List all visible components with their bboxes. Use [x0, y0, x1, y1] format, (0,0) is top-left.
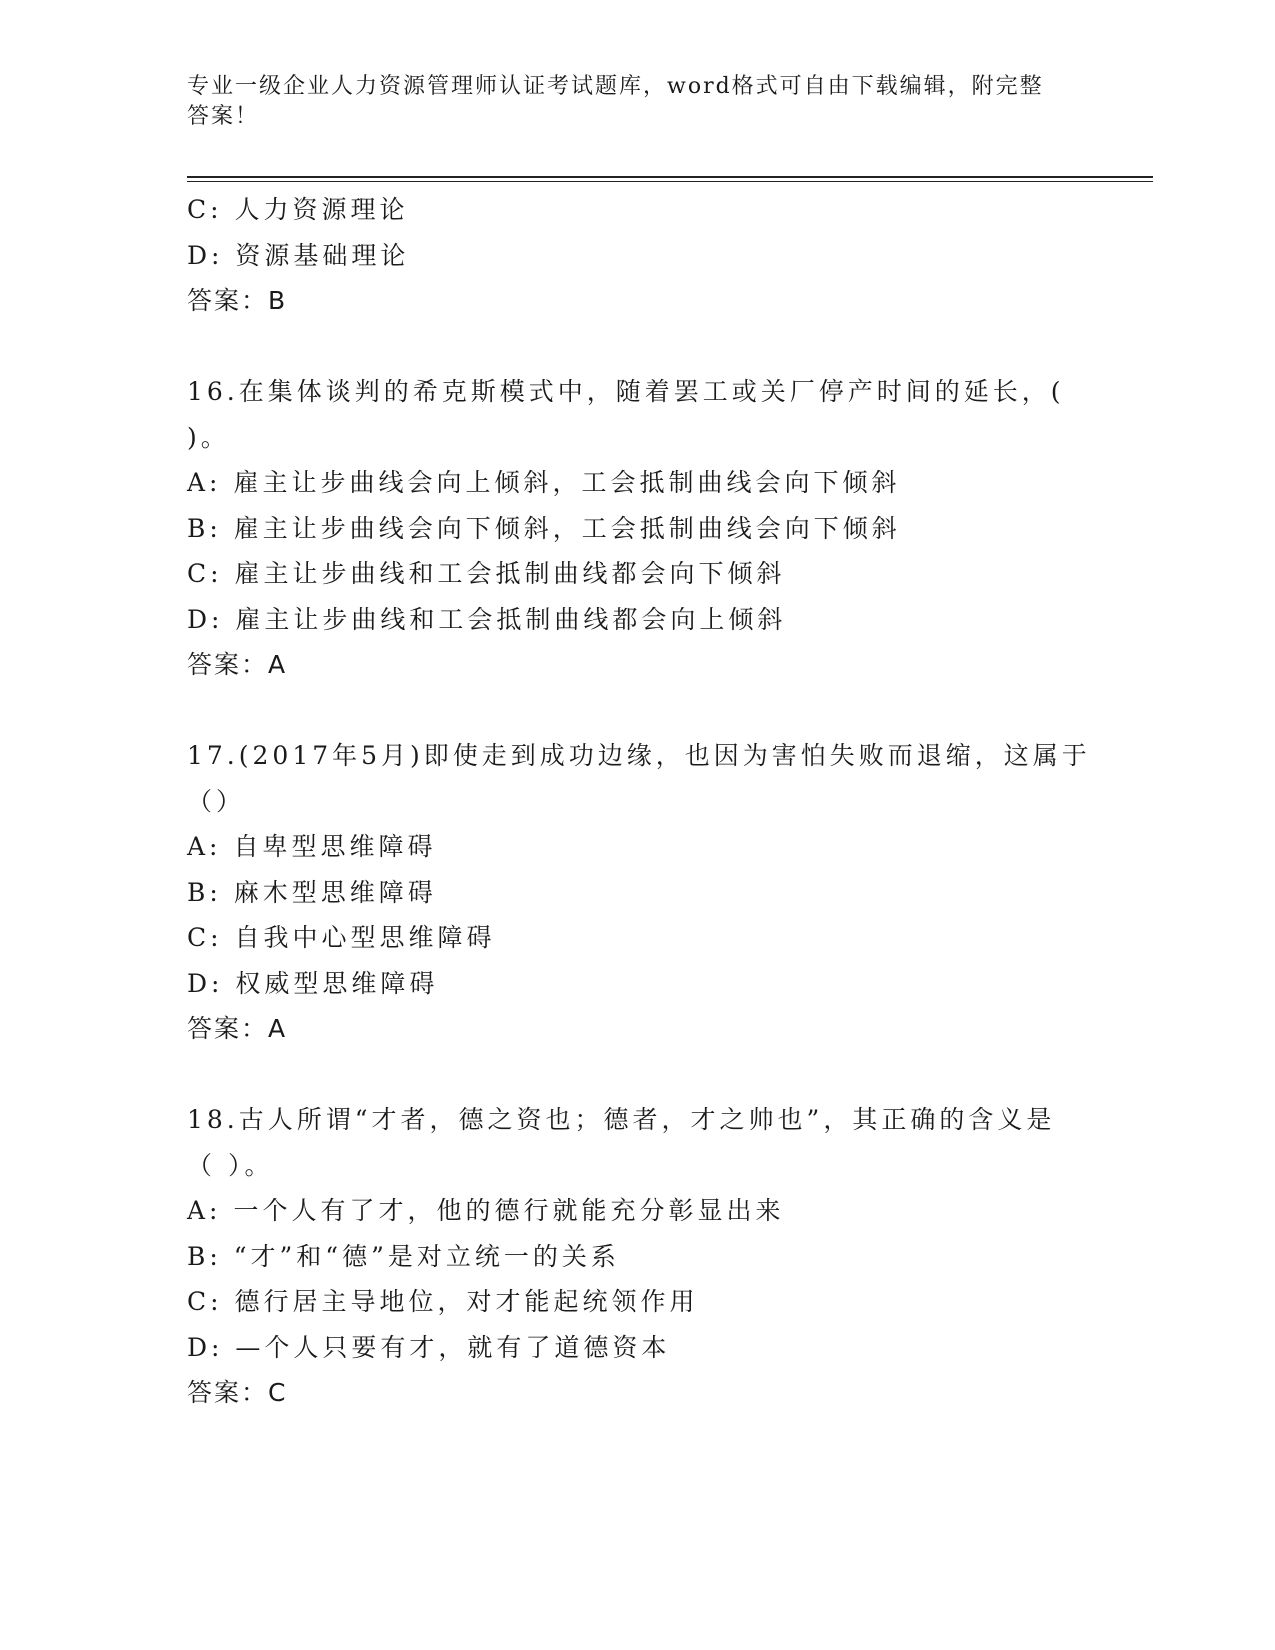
header-rule-thin — [187, 181, 1153, 182]
question-stem-continued: （） — [187, 786, 246, 816]
answer-line: 答案：B — [187, 286, 288, 315]
option-line: B: “才”和“德”是对立统一的关系 — [187, 1241, 620, 1271]
answer-line: 答案：C — [187, 1378, 288, 1407]
question-stem: 17.(2017年5月)即使走到成功边缘，也因为害怕失败而退缩，这属于 — [187, 741, 1091, 770]
option-line: D: 权威型思维障碍 — [187, 968, 439, 998]
option-line: C: 雇主让步曲线和工会抵制曲线都会向下倾斜 — [187, 559, 786, 588]
option-line: C: 自我中心型思维障碍 — [187, 923, 496, 952]
option-line: A: 一个人有了才，他的德行就能充分彰显出来 — [187, 1196, 785, 1225]
option-line: B: 雇主让步曲线会向下倾斜，工会抵制曲线会向下倾斜 — [187, 513, 901, 543]
option-line: D: 资源基础理论 — [187, 240, 410, 270]
question-stem: 16.在集体谈判的希克斯模式中，随着罢工或关厂停产时间的延长，( — [187, 377, 1065, 406]
question-stem-continued: )。 — [187, 422, 230, 452]
answer-line: 答案：A — [187, 650, 288, 679]
page-header: 专业一级企业人力资源管理师认证考试题库，word格式可自由下载编辑，附完整答案！ — [187, 74, 1044, 129]
option-line: A: 雇主让步曲线会向上倾斜，工会抵制曲线会向下倾斜 — [187, 468, 901, 497]
option-line: D: —个人只要有才，就有了道德资本 — [187, 1332, 671, 1362]
question-stem: 18.古人所谓“才者，德之资也；德者，才之帅也”，其正确的含义是 — [187, 1105, 1056, 1134]
option-line: D: 雇主让步曲线和工会抵制曲线都会向上倾斜 — [187, 604, 787, 634]
option-line: C: 德行居主导地位，对才能起统领作用 — [187, 1287, 699, 1316]
question-stem-continued: （ ）。 — [187, 1150, 274, 1180]
option-line: B: 麻木型思维障碍 — [187, 877, 437, 907]
option-line: A: 自卑型思维障碍 — [187, 832, 437, 861]
option-line: C: 人力资源理论 — [187, 195, 409, 224]
question-content — [187, 187, 1091, 1416]
header-rule-thick — [187, 176, 1153, 178]
answer-line: 答案：A — [187, 1014, 288, 1043]
